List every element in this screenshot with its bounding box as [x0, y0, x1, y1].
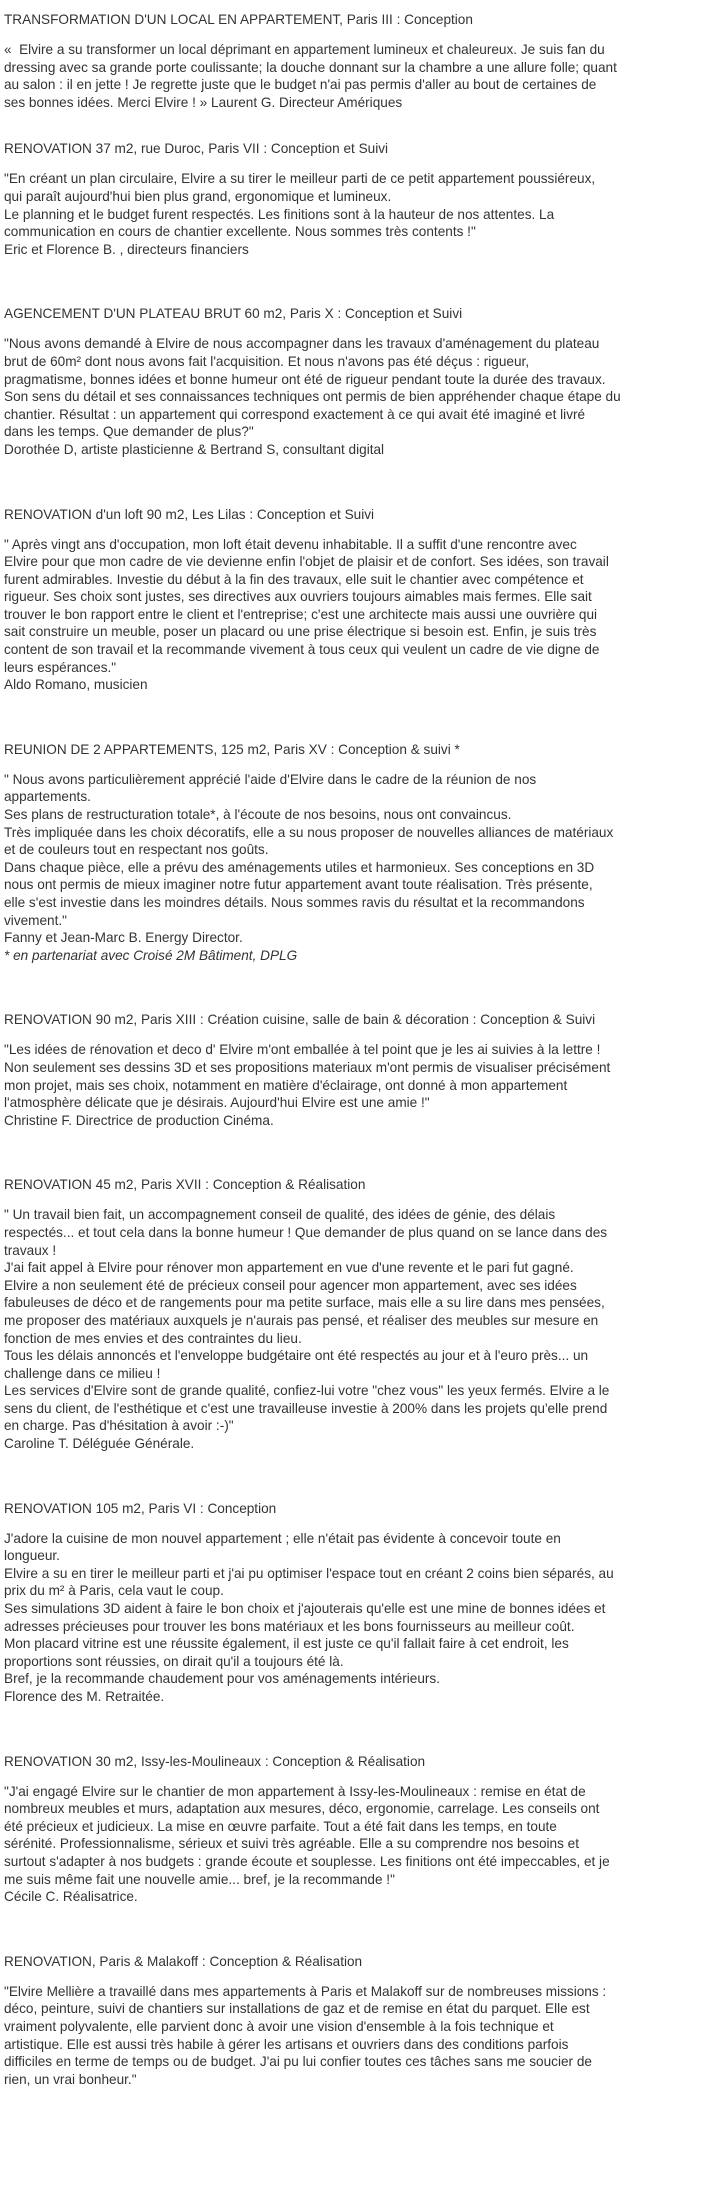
text-line: surtout s'adapter à nos budgets : grande écoute et souplesse. Les finitions ont été impeccables, et je	[4, 1853, 610, 1869]
text-line: mon projet, mais ses choix, notamment en matière d'éclairage, ont donné à mon appartement	[4, 1077, 568, 1093]
text-line: Tous les délais annoncés et l'enveloppe budgétaire ont été respectés au jour et à l'euro près... un	[4, 1348, 589, 1364]
text-line: "Les idées de rénovation et deco d' Elvire m'ont emballée à tel point que je les ai suivies à la lettre !	[4, 1042, 601, 1058]
text-line: J'adore la cuisine de mon nouvel appartement ; elle n'était pas évidente à concevoir toute en	[4, 1530, 561, 1546]
text-line: fonction de mes envies et des contraintes du lieu.	[4, 1330, 302, 1346]
text-line: Ses plans de restructuration totale*, à l'écoute de nos besoins, nous ont convaincus.	[4, 807, 512, 823]
text-line: nombreux meubles et murs, adaptation aux mesures, déco, ergonomie, carrelage. Les conseils ont	[4, 1801, 600, 1817]
text-line: " Nous avons particulièrement apprécié l'aide d'Elvire dans le cadre de la réunion de nos	[4, 771, 537, 787]
text-line: Non seulement ses dessins 3D et ses propositions materiaux m'ont permis de visualiser précisément	[4, 1059, 611, 1075]
text-line: chantier. Résultat : un appartement qui correspond exactement à ce qui avait été imaginé et livré	[4, 406, 586, 422]
text-line: furent admirables. Investie du début à la fin des travaux, elle suit le chantier avec compétence et	[4, 571, 584, 587]
text-line: proportions sont réussies, on dirait qu'il a toujours été là.	[4, 1653, 344, 1669]
testimonial-title: RENOVATION 30 m2, Issy-les-Moulineaux : Conception & Réalisation	[4, 1753, 426, 1769]
signature: Caroline T. Déléguée Générale.	[4, 1436, 195, 1452]
testimonial-text	[4, 1983, 714, 2089]
testimonial-reunion-paris-15	[4, 740, 714, 965]
testimonial-paris-malakoff	[4, 1952, 714, 2089]
text-line: J'ai fait appel à Elvire pour rénover mon appartement en vue d'une revente et le pari fut gagné.	[4, 1260, 574, 1276]
signature: Aldo Romano, musicien	[4, 677, 148, 693]
text-line: trouver le bon rapport entre le client et l'entreprise; c'est une architecte mais aussi une ouvrière qui	[4, 606, 598, 622]
testimonial-text	[4, 1206, 714, 1452]
testimonial-text	[4, 170, 714, 258]
text-line: Bref, je la recommande chaudement pour vos aménagements intérieurs.	[4, 1671, 440, 1687]
text-line: challenge dans ce milieu !	[4, 1365, 161, 1381]
text-line: nous ont permis de mieux imaginer notre futur appartement avant toute réalisation. Très présente,	[4, 877, 593, 893]
signature: Dorothée D, artiste plasticienne & Bertrand S, consultant digital	[4, 441, 385, 457]
signature: Eric et Florence B. , directeurs financiers	[4, 241, 249, 257]
text-line: respectés... et tout cela dans la bonne humeur ! Que demander de plus quand on se lance dans des	[4, 1224, 608, 1240]
text-line: déco, peinture, suivi de chantiers sur installations de gaz et de remise en état du parquet. Elle est	[4, 2001, 590, 2017]
text-line: " Après vingt ans d'occupation, mon loft était devenu inhabitable. Il a suffit d'une rencontre avec	[4, 536, 577, 552]
testimonial-title: RENOVATION d'un loft 90 m2, Les Lilas : Conception et Suivi	[4, 506, 375, 522]
testimonial-issy-les-moulineaux	[4, 1752, 714, 1906]
signature: Christine F. Directrice de production Cinéma.	[4, 1112, 274, 1128]
testimonial-text	[4, 536, 714, 694]
text-line: adresses précieuses pour trouver les bons matériaux et les bons fournisseurs au meilleur coût.	[4, 1618, 575, 1634]
text-line: appartements.	[4, 789, 91, 805]
testimonial-text	[4, 335, 714, 458]
testimonial-loft-les-lilas	[4, 505, 714, 694]
testimonial-text	[4, 771, 714, 965]
text-line: rigueur. Ses choix sont justes, ses directives aux ouvriers toujours aimables mais fermes. Elle sait	[4, 589, 592, 605]
testimonial-title: TRANSFORMATION D'UN LOCAL EN APPARTEMENT, Paris III : Conception	[4, 12, 473, 27]
text-line: Très impliquée dans les choix décoratifs, elle a su nous proposer de nouvelles alliances de matériaux	[4, 824, 614, 840]
signature: Fanny et Jean-Marc B. Energy Director.	[4, 930, 243, 946]
text-line: "J'ai engagé Elvire sur le chantier de mon appartement à Issy-les-Moulineaux : remise en état de	[4, 1783, 586, 1799]
testimonial-text	[4, 1041, 714, 1129]
text-line: sens du client, de l'esthétique et c'est une travailleuse investie à 200% dans les projets qu'elle prend	[4, 1400, 608, 1416]
text-line: Elvire pour que mon cadre de vie devienne enfin l'objet de plaisir et de confort. Ses idées, son travail	[4, 554, 609, 570]
text-line: leurs espérances."	[4, 659, 117, 675]
text-line: " Un travail bien fait, un accompagnement conseil de qualité, des idées de génie, des délais	[4, 1207, 556, 1223]
text-line: "Nous avons demandé à Elvire de nous accompagner dans les travaux d'aménagement du plateau	[4, 336, 600, 352]
text-line: et de couleurs tout en respectant nos goûts.	[4, 842, 269, 858]
text-line: "En créant un plan circulaire, Elvire a su tirer le meilleur parti de ce petit appartement poussiéreux,	[4, 171, 596, 187]
text-line: prix du m² à Paris, cela vaut le coup.	[4, 1583, 224, 1599]
text-line: difficiles en terme de temps ou de budget. J'ai pu lui confier toutes ces tâches sans me soucier de	[4, 2054, 592, 2070]
text-line: été précieux et judicieux. La mise en œuvre parfaite. Tout a été fait dans les temps, en toute	[4, 1818, 557, 1834]
testimonial-plateau-paris-10	[4, 304, 714, 458]
testimonial-title: AGENCEMENT D'UN PLATEAU BRUT 60 m2, Paris X : Conception et Suivi	[4, 306, 463, 322]
text-line: au salon : il en jette ! Je regrette juste que le budget n'ai pas permis d'aller au bout de certaines de	[4, 77, 597, 93]
text-line: Mon placard vitrine est une réussite également, il est juste ce qu'il fallait faire à cet endroit, les	[4, 1636, 569, 1652]
text-line: vraiment polyvalente, elle parvient donc à avoir une vision d'ensemble à la fois technique et	[4, 2018, 554, 2034]
text-line: en charge. Pas d'hésitation à avoir :-)"	[4, 1418, 234, 1434]
testimonial-local-paris-3	[4, 10, 714, 111]
signature: Cécile C. Réalisatrice.	[4, 1889, 138, 1905]
text-line: sérénité. Professionnalisme, sérieux et suivi très agréable. Elle a su comprendre nos besoins et	[4, 1836, 580, 1852]
testimonial-duroc-paris-7	[4, 139, 714, 258]
testimonial-text	[4, 41, 714, 111]
text-line: longueur.	[4, 1548, 60, 1564]
text-line: Ses simulations 3D aident à faire le bon choix et j'ajouterais qu'elle est une mine de bonnes idées et	[4, 1601, 606, 1617]
testimonial-paris-6	[4, 1499, 714, 1706]
footnote: * en partenariat avec Croisé 2M Bâtiment, DPLG	[4, 947, 298, 963]
text-line: travaux !	[4, 1242, 57, 1258]
testimonial-paris-17	[4, 1175, 714, 1452]
text-line: elle s'est investie dans les moindres détails. Nous sommes ravis du résultat et la recommandons	[4, 895, 585, 910]
testimonial-title: REUNION DE 2 APPARTEMENTS, 125 m2, Paris XV : Conception & suivi *	[4, 741, 460, 757]
testimonial-title: RENOVATION 37 m2, rue Duroc, Paris VII : Conception et Suivi	[4, 141, 389, 157]
text-line: fabuleuses de déco et de rangements pour ma petite surface, mais elle a su lire dans mes pensées,	[4, 1295, 605, 1311]
text-line: rien, un vrai bonheur."	[4, 2071, 137, 2087]
text-line: qui paraît aujourd'hui bien plus grand, ergonomique et lumineux.	[4, 188, 392, 204]
text-line: dressing avec sa grande porte coulissante; la douche donnant sur la chambre a une allure folle; quant	[4, 59, 617, 75]
text-line: me proposer des matériaux auxquels je n'aurais pas pensé, et réaliser des meubles sur mesure en	[4, 1312, 599, 1328]
text-line: vivement."	[4, 912, 67, 928]
text-line: pragmatisme, bonnes idées et bonne humeur ont été de rigueur pendant toute la durée des travaux.	[4, 371, 606, 387]
testimonial-title: RENOVATION 105 m2, Paris VI : Conception	[4, 1500, 277, 1516]
signature: Florence des M. Retraitée.	[4, 1689, 165, 1704]
text-line: communication en cours de chantier excellente. Nous sommes très contents !"	[4, 224, 476, 240]
testimonial-title: RENOVATION 45 m2, Paris XVII : Conception & Réalisation	[4, 1177, 366, 1193]
text-line: Le planning et le budget furent respectés. Les finitions sont à la hauteur de nos attentes. La	[4, 206, 555, 222]
text-line: dans les temps. Que demander de plus?"	[4, 424, 254, 440]
text-line: Son sens du détail et ses connaissances techniques ont permis de bien appréhender chaque étape du	[4, 389, 621, 405]
text-line: content de son travail et la recommande vivement à tous ceux qui veulent un cadre de vie digne de	[4, 642, 600, 658]
text-line: "Elvire Mellière a travaillé dans mes appartements à Paris et Malakoff sur de nombreuses missions :	[4, 1983, 607, 1999]
text-line: Dans chaque pièce, elle a prévu des aménagements utiles et harmonieux. Ses conceptions en 3D	[4, 859, 595, 875]
testimonial-title: RENOVATION 90 m2, Paris XIII : Création cuisine, salle de bain & décoration : Conception & Suivi	[4, 1012, 596, 1028]
text-line: brut de 60m² dont nous avons fait l'acquisition. Et nous n'avons pas été déçus : rigueur,	[4, 353, 530, 369]
text-line: ses bonnes idées. Merci Elvire ! » Laurent G. Directeur Amériques	[4, 94, 403, 110]
text-line: Elvire a su en tirer le meilleur parti et j'ai pu optimiser l'espace tout en créant 2 coins bien séparés, au	[4, 1565, 614, 1581]
text-line: sait construire un meuble, poser un placard ou une prise électrique si besoin est. Enfin, je suis très	[4, 624, 597, 640]
text-line: me suis même fait une nouvelle amie... bref, je la recommande !"	[4, 1871, 395, 1887]
text-line: l'atmosphère délicate que je désirais. Aujourd'hui Elvire est une amie !"	[4, 1095, 430, 1111]
testimonial-text	[4, 1530, 714, 1706]
testimonial-paris-13	[4, 1010, 714, 1129]
text-line: Les services d'Elvire sont de grande qualité, confiez-lui votre "chez vous" les yeux fermés. Elvire a le	[4, 1383, 610, 1399]
text-line: artistique. Elle est aussi très habile à gérer les artisans et ouvriers dans des conditions parfois	[4, 2036, 569, 2052]
text-line: « Elvire a su transformer un local déprimant en appartement lumineux et chaleureux. Je suis fan du	[4, 42, 605, 57]
testimonial-text	[4, 1783, 714, 1906]
text-line: Elvire a non seulement été de précieux conseil pour agencer mon appartement, avec ses idées	[4, 1277, 577, 1293]
testimonial-title: RENOVATION, Paris & Malakoff : Conception & Réalisation	[4, 1953, 363, 1969]
